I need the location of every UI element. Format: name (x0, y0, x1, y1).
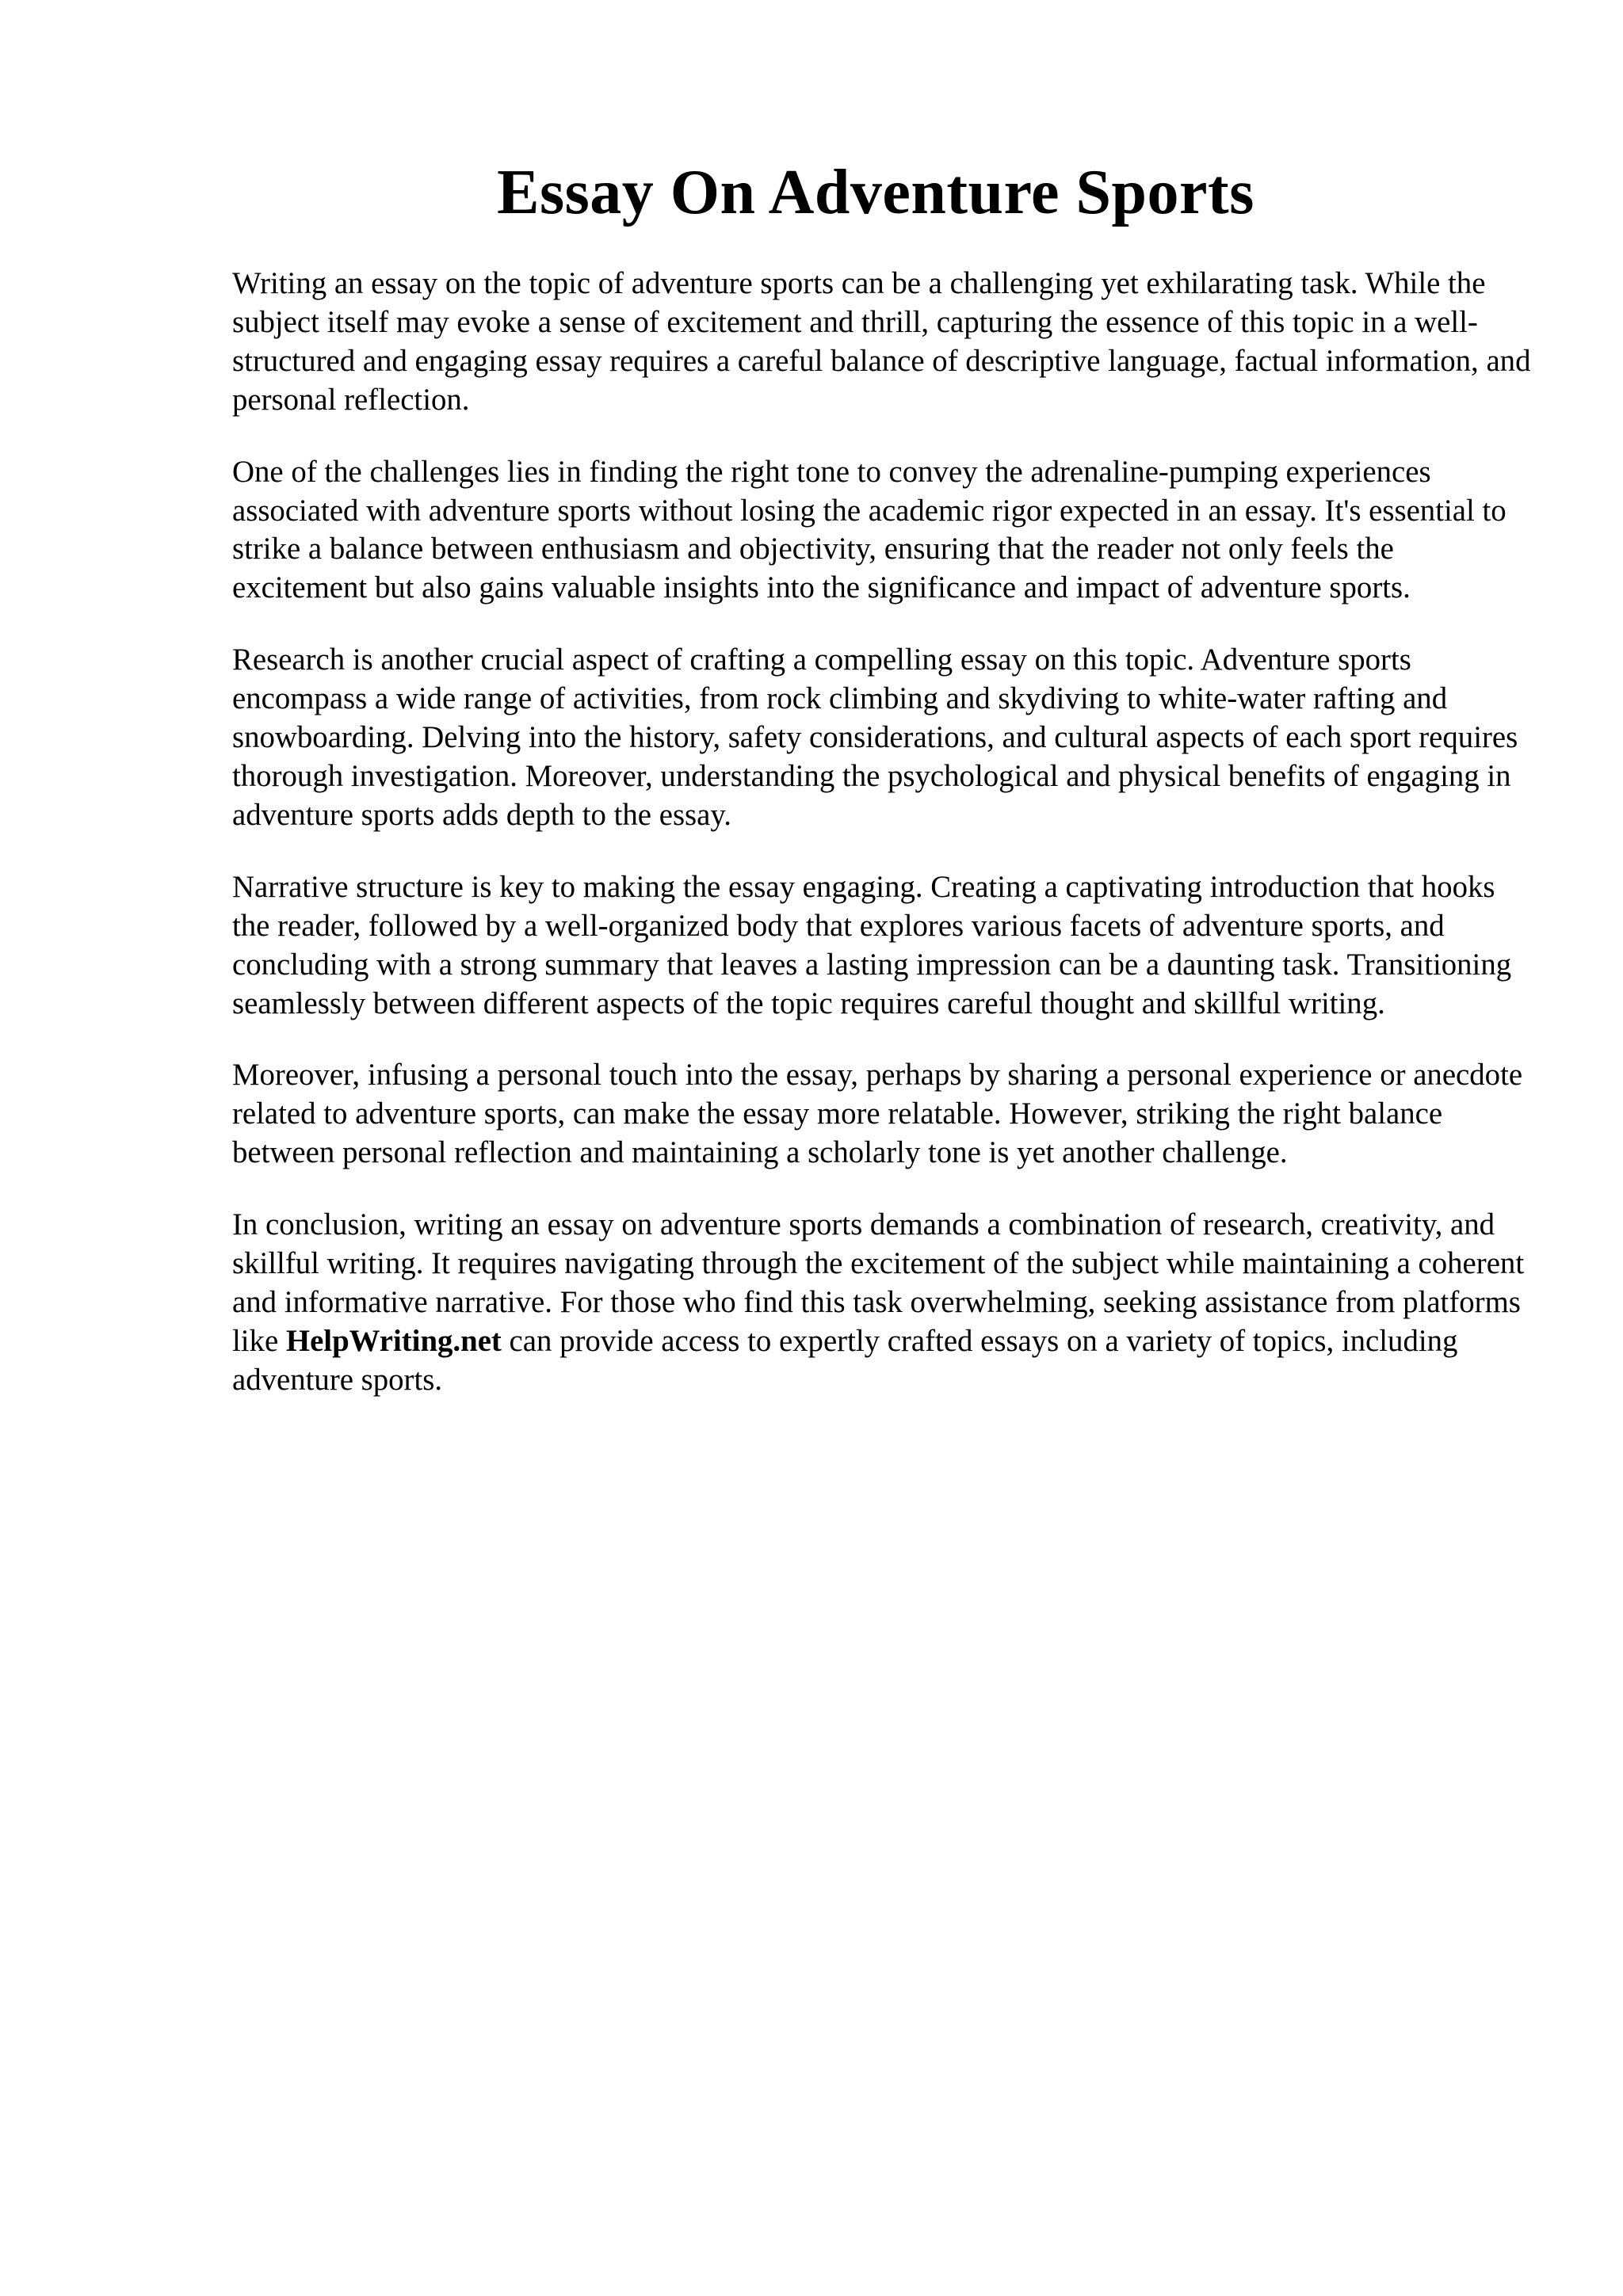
paragraph-conclusion (232, 1206, 1532, 1400)
conclusion-text-before: In conclusion, writing an essay on adventure sports demands a combination of research, creativity, and skillful writing. It requires navigating through the excitement of the subject while maintaining a coherent and informative narrative. For those who find this task overwhelming, seeking assistance from platforms like (232, 1207, 1525, 1358)
essay-body (232, 265, 1532, 1433)
paragraph-1: Writing an essay on the topic of adventure sports can be a challenging yet exhilarating task. While the subject itself may evoke a sense of excitement and thrill, capturing the essence of this topic in a well-structured and engaging essay requires a careful balance of descriptive language, factual information, and personal reflection. (232, 266, 1531, 417)
paragraph-3: Research is another crucial aspect of crafting a compelling essay on this topic. Adventure sports encompass a wide range of activities, from rock climbing and skydiving to white-water rafting and snowboarding. Delving into the history, safety considerations, and cultural aspects of each sport requires thorough investigation. Moreover, understanding the psychological and physical benefits of engaging in adventure sports adds depth to the essay. (232, 643, 1518, 832)
paragraph-5: Moreover, infusing a personal touch into the essay, perhaps by sharing a personal experience or anecdote related to adventure sports, can make the essay more relatable. However, striking the right balance between personal reflection and maintaining a scholarly tone is yet another challenge. (232, 1058, 1523, 1170)
paragraph-2: One of the challenges lies in finding the right tone to convey the adrenaline-pumping experiences associated with adventure sports without losing the academic rigor expected in an essay. It's essential to strike a balance between enthusiasm and objectivity, ensuring that the reader not only feels the excitement but also gains valuable insights into the significance and impact of adventure sports. (232, 454, 1507, 605)
paragraph-4: Narrative structure is key to making the essay engaging. Creating a captivating introduction that hooks the reader, followed by a well-organized body that explores various facets of adventure sports, and concluding with a strong summary that leaves a lasting impression can be a daunting task. Transitioning seamlessly between different aspects of the topic requires careful thought and skillful writing. (232, 869, 1512, 1020)
page-title: Essay On Adventure Sports (497, 158, 1254, 227)
brand-name: HelpWriting.net (285, 1323, 502, 1358)
conclusion-text-after: can provide access to expertly crafted essays on a variety of topics, including adventure sports. (232, 1323, 1458, 1397)
